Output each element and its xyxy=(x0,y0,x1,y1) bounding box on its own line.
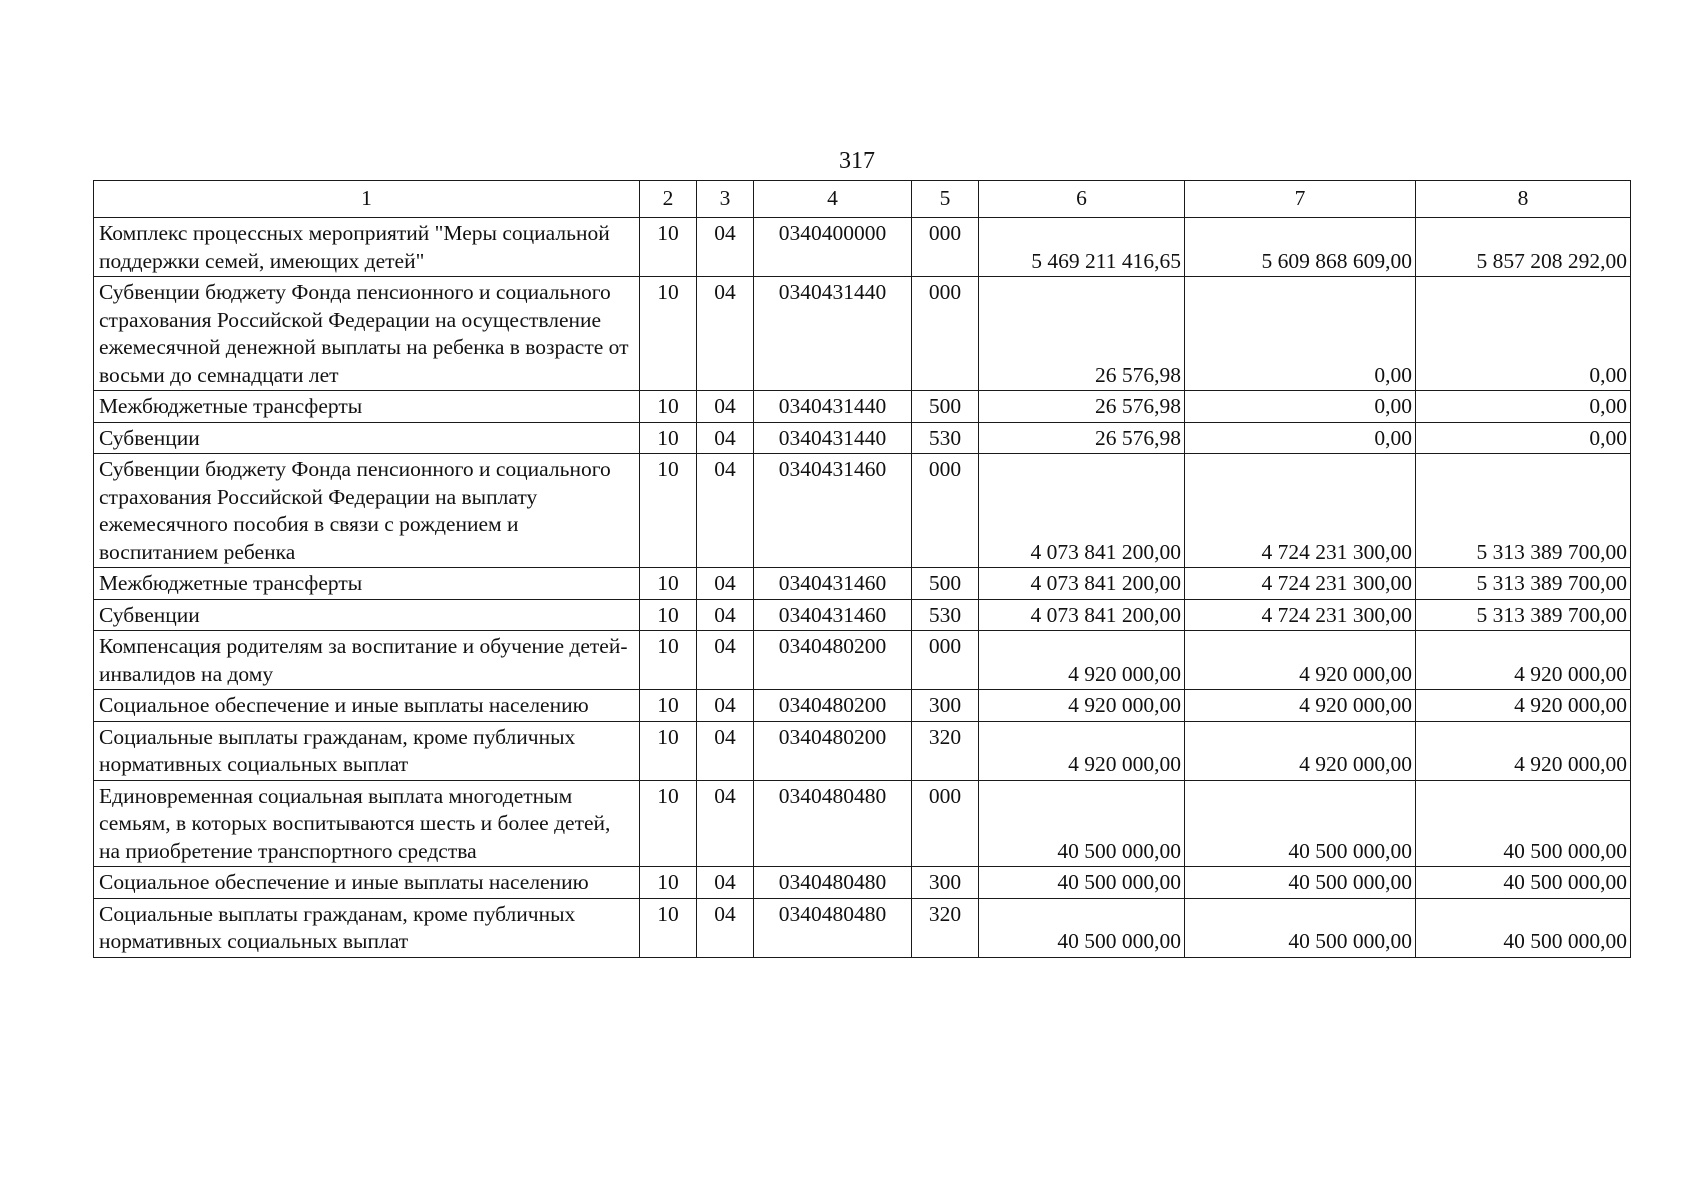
amount-col-8-cell: 5 313 389 700,00 xyxy=(1416,454,1631,568)
amount-col-7-cell: 4 724 231 300,00 xyxy=(1185,454,1416,568)
amount-col-8-cell: 5 313 389 700,00 xyxy=(1416,599,1631,631)
expense-type-cell: 500 xyxy=(912,391,979,423)
amount-col-6-cell: 4 073 841 200,00 xyxy=(979,454,1185,568)
amount-col-6-cell: 40 500 000,00 xyxy=(979,867,1185,899)
amount-col-6-cell: 4 073 841 200,00 xyxy=(979,599,1185,631)
section-code-cell: 10 xyxy=(640,898,697,957)
target-article-cell: 0340480480 xyxy=(754,780,912,867)
table-row xyxy=(94,218,1631,277)
section-code-cell: 10 xyxy=(640,391,697,423)
row-name-cell: Межбюджетные трансферты xyxy=(94,568,640,600)
header-row xyxy=(94,181,1631,218)
amount-col-7-cell: 4 724 231 300,00 xyxy=(1185,599,1416,631)
amount-col-8-cell: 0,00 xyxy=(1416,391,1631,423)
section-code-cell: 10 xyxy=(640,568,697,600)
table-row xyxy=(94,690,1631,722)
header-cell-2: 2 xyxy=(640,181,697,218)
row-name-cell: Субвенции бюджету Фонда пенсионного и социального страхования Российской Федерации на осуществление ежемесячной денежной выплаты на ребенка в возрасте от восьми до семнадцати лет xyxy=(94,277,640,391)
amount-col-7-cell: 4 724 231 300,00 xyxy=(1185,568,1416,600)
target-article-cell: 0340480200 xyxy=(754,721,912,780)
amount-col-6-cell: 26 576,98 xyxy=(979,422,1185,454)
header-cell-5: 5 xyxy=(912,181,979,218)
expense-type-cell: 000 xyxy=(912,277,979,391)
amount-col-7-cell: 4 920 000,00 xyxy=(1185,631,1416,690)
header-cell-4: 4 xyxy=(754,181,912,218)
target-article-cell: 0340400000 xyxy=(754,218,912,277)
section-code-cell: 10 xyxy=(640,218,697,277)
target-article-cell: 0340431460 xyxy=(754,454,912,568)
row-name-cell: Субвенции xyxy=(94,422,640,454)
subsection-code-cell: 04 xyxy=(697,422,754,454)
row-name-cell: Комплекс процессных мероприятий "Меры социальной поддержки семей, имеющих детей" xyxy=(94,218,640,277)
amount-col-6-cell: 5 469 211 416,65 xyxy=(979,218,1185,277)
table-row xyxy=(94,631,1631,690)
section-code-cell: 10 xyxy=(640,867,697,899)
table-row xyxy=(94,599,1631,631)
table-row xyxy=(94,898,1631,957)
subsection-code-cell: 04 xyxy=(697,391,754,423)
section-code-cell: 10 xyxy=(640,454,697,568)
amount-col-6-cell: 26 576,98 xyxy=(979,277,1185,391)
table-row xyxy=(94,277,1631,391)
row-name-cell: Субвенции xyxy=(94,599,640,631)
amount-col-6-cell: 4 920 000,00 xyxy=(979,631,1185,690)
subsection-code-cell: 04 xyxy=(697,599,754,631)
amount-col-6-cell: 40 500 000,00 xyxy=(979,780,1185,867)
target-article-cell: 0340480200 xyxy=(754,690,912,722)
table-row xyxy=(94,867,1631,899)
expense-type-cell: 300 xyxy=(912,867,979,899)
subsection-code-cell: 04 xyxy=(697,721,754,780)
expense-type-cell: 320 xyxy=(912,898,979,957)
amount-col-7-cell: 0,00 xyxy=(1185,422,1416,454)
amount-col-6-cell: 4 920 000,00 xyxy=(979,721,1185,780)
amount-col-6-cell: 26 576,98 xyxy=(979,391,1185,423)
section-code-cell: 10 xyxy=(640,780,697,867)
expense-type-cell: 000 xyxy=(912,454,979,568)
header-cell-8: 8 xyxy=(1416,181,1631,218)
amount-col-7-cell: 5 609 868 609,00 xyxy=(1185,218,1416,277)
amount-col-8-cell: 40 500 000,00 xyxy=(1416,867,1631,899)
expense-type-cell: 320 xyxy=(912,721,979,780)
amount-col-8-cell: 5 313 389 700,00 xyxy=(1416,568,1631,600)
target-article-cell: 0340431440 xyxy=(754,277,912,391)
section-code-cell: 10 xyxy=(640,690,697,722)
target-article-cell: 0340480480 xyxy=(754,898,912,957)
target-article-cell: 0340431440 xyxy=(754,422,912,454)
table-body xyxy=(94,181,1631,958)
header-cell-7: 7 xyxy=(1185,181,1416,218)
amount-col-6-cell: 4 920 000,00 xyxy=(979,690,1185,722)
table-row xyxy=(94,568,1631,600)
target-article-cell: 0340431460 xyxy=(754,599,912,631)
amount-col-7-cell: 4 920 000,00 xyxy=(1185,690,1416,722)
section-code-cell: 10 xyxy=(640,277,697,391)
expense-type-cell: 530 xyxy=(912,422,979,454)
expense-type-cell: 500 xyxy=(912,568,979,600)
table-row xyxy=(94,422,1631,454)
table-row xyxy=(94,391,1631,423)
section-code-cell: 10 xyxy=(640,721,697,780)
amount-col-7-cell: 40 500 000,00 xyxy=(1185,867,1416,899)
row-name-cell: Компенсация родителям за воспитание и обучение детей-инвалидов на дому xyxy=(94,631,640,690)
expense-type-cell: 000 xyxy=(912,780,979,867)
amount-col-6-cell: 40 500 000,00 xyxy=(979,898,1185,957)
header-cell-1: 1 xyxy=(94,181,640,218)
amount-col-7-cell: 4 920 000,00 xyxy=(1185,721,1416,780)
target-article-cell: 0340480200 xyxy=(754,631,912,690)
header-cell-3: 3 xyxy=(697,181,754,218)
expense-type-cell: 530 xyxy=(912,599,979,631)
section-code-cell: 10 xyxy=(640,599,697,631)
page-number: 317 xyxy=(839,148,875,174)
table-row xyxy=(94,780,1631,867)
amount-col-7-cell: 0,00 xyxy=(1185,391,1416,423)
subsection-code-cell: 04 xyxy=(697,631,754,690)
row-name-cell: Субвенции бюджету Фонда пенсионного и социального страхования Российской Федерации на выплату ежемесячного пособия в связи с рождением и воспитанием ребенка xyxy=(94,454,640,568)
amount-col-8-cell: 4 920 000,00 xyxy=(1416,631,1631,690)
amount-col-8-cell: 5 857 208 292,00 xyxy=(1416,218,1631,277)
table-row xyxy=(94,454,1631,568)
amount-col-8-cell: 0,00 xyxy=(1416,277,1631,391)
target-article-cell: 0340431440 xyxy=(754,391,912,423)
row-name-cell: Единовременная социальная выплата многодетным семьям, в которых воспитываются шесть и более детей, на приобретение транспортного средства xyxy=(94,780,640,867)
target-article-cell: 0340431460 xyxy=(754,568,912,600)
row-name-cell: Межбюджетные трансферты xyxy=(94,391,640,423)
amount-col-6-cell: 4 073 841 200,00 xyxy=(979,568,1185,600)
row-name-cell: Социальное обеспечение и иные выплаты населению xyxy=(94,690,640,722)
target-article-cell: 0340480480 xyxy=(754,867,912,899)
amount-col-7-cell: 0,00 xyxy=(1185,277,1416,391)
subsection-code-cell: 04 xyxy=(697,898,754,957)
subsection-code-cell: 04 xyxy=(697,218,754,277)
budget-table xyxy=(93,180,1631,958)
subsection-code-cell: 04 xyxy=(697,568,754,600)
subsection-code-cell: 04 xyxy=(697,690,754,722)
expense-type-cell: 000 xyxy=(912,218,979,277)
section-code-cell: 10 xyxy=(640,631,697,690)
subsection-code-cell: 04 xyxy=(697,867,754,899)
table-row xyxy=(94,721,1631,780)
row-name-cell: Социальное обеспечение и иные выплаты населению xyxy=(94,867,640,899)
amount-col-7-cell: 40 500 000,00 xyxy=(1185,780,1416,867)
expense-type-cell: 300 xyxy=(912,690,979,722)
amount-col-8-cell: 4 920 000,00 xyxy=(1416,721,1631,780)
subsection-code-cell: 04 xyxy=(697,780,754,867)
row-name-cell: Социальные выплаты гражданам, кроме публичных нормативных социальных выплат xyxy=(94,721,640,780)
header-cell-6: 6 xyxy=(979,181,1185,218)
row-name-cell: Социальные выплаты гражданам, кроме публичных нормативных социальных выплат xyxy=(94,898,640,957)
subsection-code-cell: 04 xyxy=(697,454,754,568)
amount-col-8-cell: 4 920 000,00 xyxy=(1416,690,1631,722)
amount-col-8-cell: 0,00 xyxy=(1416,422,1631,454)
expense-type-cell: 000 xyxy=(912,631,979,690)
amount-col-8-cell: 40 500 000,00 xyxy=(1416,898,1631,957)
subsection-code-cell: 04 xyxy=(697,277,754,391)
amount-col-7-cell: 40 500 000,00 xyxy=(1185,898,1416,957)
section-code-cell: 10 xyxy=(640,422,697,454)
amount-col-8-cell: 40 500 000,00 xyxy=(1416,780,1631,867)
